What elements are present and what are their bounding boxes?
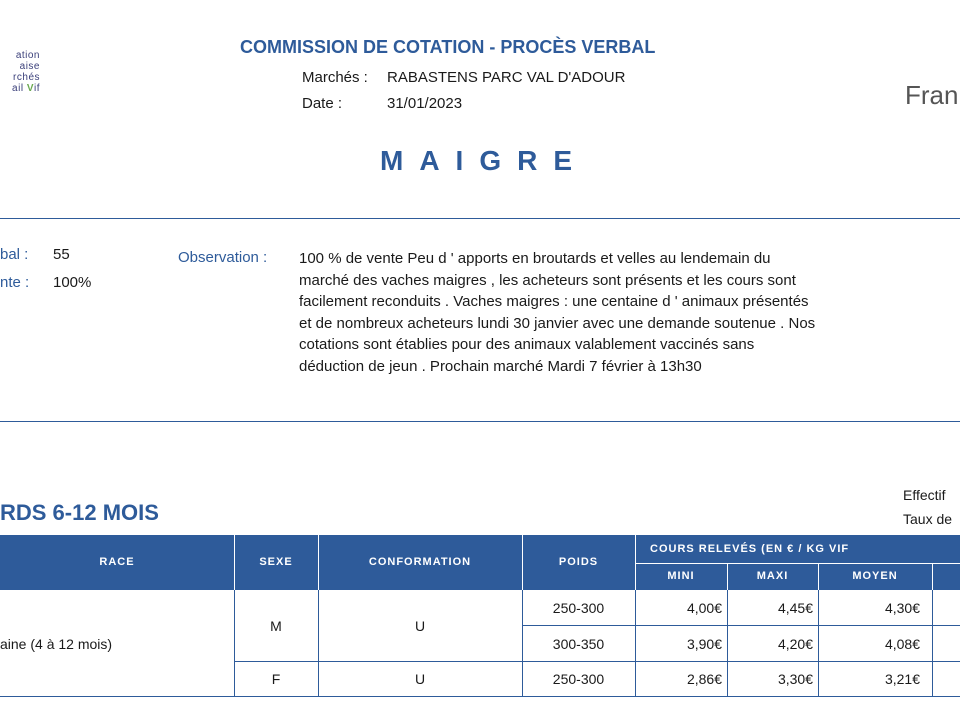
header-race: RACE: [99, 556, 135, 568]
header-conformation: CONFORMATION: [368, 556, 472, 568]
summary-label: nte :: [0, 274, 30, 291]
observation-label: Observation :: [178, 249, 268, 266]
summary-label: bal :: [0, 246, 29, 263]
sexe-cell: F: [271, 671, 281, 687]
race-cell: aine (4 à 12 mois): [0, 636, 113, 652]
effectif-label: Effectif: [903, 487, 946, 503]
header-mini: MINI: [667, 570, 695, 582]
logo-line: [0, 83, 40, 94]
cell-border: [0, 696, 960, 697]
taux-label: Taux de: [903, 511, 953, 527]
header-separator: [635, 563, 960, 564]
summary-value: 100%: [53, 274, 92, 291]
logo-line: rchés: [13, 72, 40, 83]
header-poids: POIDS: [558, 556, 599, 568]
logo-line-text: ail Vif: [12, 83, 40, 94]
conformation-cell: U: [414, 618, 426, 634]
moyen-cell: 4,30€: [884, 600, 920, 616]
market-value: RABASTENS PARC VAL D'ADOUR: [387, 69, 626, 86]
divider: [0, 421, 960, 422]
section-title: MAIGRE: [380, 145, 588, 176]
sexe-cell: M: [270, 618, 282, 634]
moyen-cell: 3,21€: [884, 671, 920, 687]
poids-cell: 250-300: [552, 600, 605, 616]
brand-text: Fran: [905, 80, 959, 110]
maxi-cell: 3,30€: [777, 671, 813, 687]
logo-line: ation: [15, 50, 40, 61]
header-cours: COURS RELEVÉS (EN € / KG VIF: [650, 543, 850, 555]
logo-accent-letter: V: [26, 83, 34, 94]
conformation-cell: U: [414, 671, 426, 687]
date-label: Date :: [302, 95, 343, 112]
date-value: 31/01/2023: [387, 95, 463, 112]
cell-border: [932, 590, 933, 697]
maxi-cell: 4,45€: [777, 600, 813, 616]
header-separator: [932, 563, 933, 590]
mini-cell: 3,90€: [686, 636, 722, 652]
logo-line: aise: [19, 61, 40, 72]
poids-cell: 300-350: [552, 636, 605, 652]
category-title: RDS 6-12 MOIS: [0, 500, 159, 525]
header-maxi: MAXI: [756, 570, 789, 582]
price-table: [0, 535, 960, 697]
federation-logo: [0, 50, 40, 94]
observation-text: 100 % de vente Peu d ' apports en broutards et velles au lendemain du marché des vaches maigres , les acheteurs sont présents et les cours sont facilement reconduits . Vaches maigres : une centaine d ' animaux présentés et de nombreux acheteurs lundi 30 janvier avec une demande soutenue . Nos cotations sont établies pour des animaux valablement vaccinés sans déduction de jeun . Prochain marché Mardi 7 février à 13h30: [299, 250, 816, 375]
header-sexe: SEXE: [259, 556, 293, 568]
market-label: Marchés :: [302, 69, 368, 86]
summary-value: 55: [53, 246, 70, 263]
poids-cell: 250-300: [552, 671, 605, 687]
cell-border: [234, 661, 960, 662]
document-title: COMMISSION DE COTATION - PROCÈS VERBAL: [240, 37, 656, 57]
maxi-cell: 4,20€: [777, 636, 813, 652]
moyen-cell: 4,08€: [884, 636, 920, 652]
cell-border: [522, 625, 960, 626]
mini-cell: 4,00€: [686, 600, 722, 616]
header-moyen: MOYEN: [852, 570, 898, 582]
mini-cell: 2,86€: [686, 671, 722, 687]
divider: [0, 218, 960, 219]
